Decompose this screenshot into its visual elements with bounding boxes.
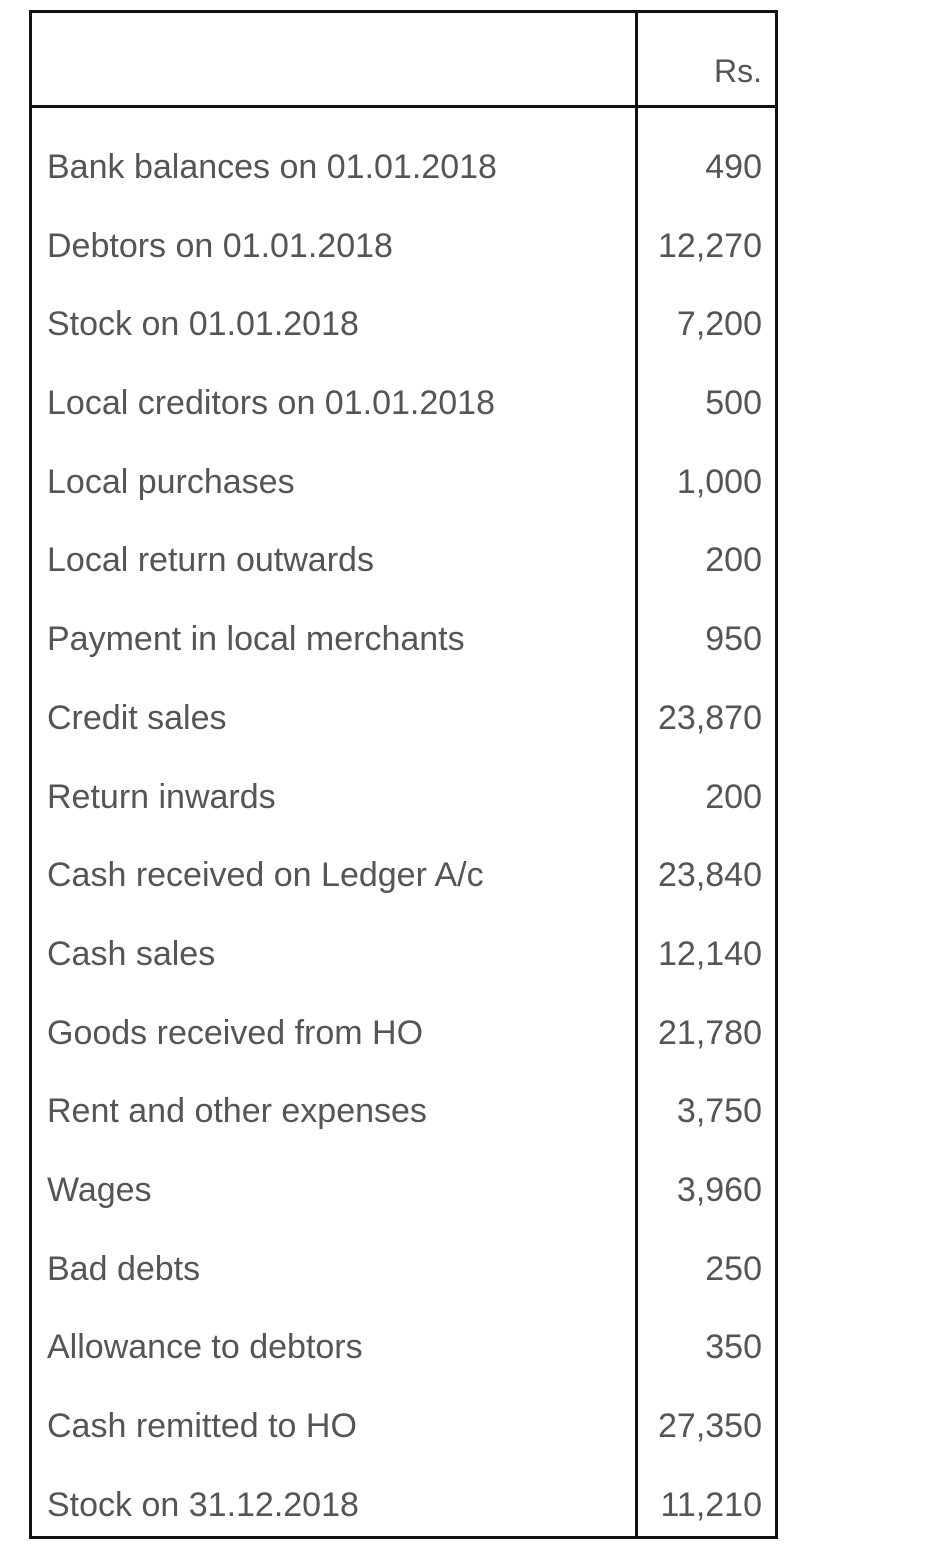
row-amount: 12,270 xyxy=(658,226,762,265)
row-label: Allowance to debtors xyxy=(47,1328,363,1367)
table-row xyxy=(32,1052,775,1131)
row-label: Local purchases xyxy=(47,462,295,501)
row-label: Cash sales xyxy=(47,934,216,973)
row-amount: 350 xyxy=(705,1328,762,1367)
row-label: Return inwards xyxy=(47,777,276,816)
table-row xyxy=(32,895,775,974)
table-row xyxy=(32,108,775,187)
row-amount: 950 xyxy=(705,620,762,659)
row-label: Debtors on 01.01.2018 xyxy=(47,226,393,265)
table-row xyxy=(32,738,775,817)
row-amount: 21,780 xyxy=(658,1013,762,1052)
row-label: Bank balances on 01.01.2018 xyxy=(47,148,497,186)
row-amount: 11,210 xyxy=(660,1485,762,1524)
row-label: Payment in local merchants xyxy=(47,620,465,659)
table-row xyxy=(32,423,775,502)
row-label: Goods received from HO xyxy=(47,1013,424,1052)
row-amount: 1,000 xyxy=(676,462,762,501)
table-row xyxy=(32,265,775,344)
table-row xyxy=(32,1446,775,1525)
row-amount: 200 xyxy=(705,777,762,816)
ledger-table xyxy=(29,10,778,1539)
row-amount: 3,750 xyxy=(676,1092,762,1131)
row-amount: 27,350 xyxy=(658,1407,762,1445)
row-amount: 23,870 xyxy=(658,698,762,737)
row-amount: 23,840 xyxy=(658,856,762,895)
row-amount: 200 xyxy=(705,541,762,580)
table-row xyxy=(32,1131,775,1210)
table-row xyxy=(32,1367,775,1446)
table-row xyxy=(32,1210,775,1289)
table-row xyxy=(32,187,775,266)
table-row xyxy=(32,501,775,580)
row-label: Credit sales xyxy=(47,698,227,737)
row-amount: 250 xyxy=(705,1249,762,1288)
row-amount: 7,200 xyxy=(676,305,762,344)
row-amount: 490 xyxy=(705,148,762,186)
table-row xyxy=(32,816,775,895)
row-amount: 500 xyxy=(705,384,762,423)
row-label: Stock on 31.12.2018 xyxy=(47,1485,359,1524)
row-amount: 12,140 xyxy=(658,934,762,973)
row-label: Stock on 01.01.2018 xyxy=(47,305,359,344)
table-row xyxy=(32,1288,775,1367)
row-label: Local return outwards xyxy=(47,541,374,580)
row-label: Local creditors on 01.01.2018 xyxy=(47,384,495,423)
row-label: Cash received on Ledger A/c xyxy=(47,856,484,895)
table-row xyxy=(32,974,775,1053)
row-label: Bad debts xyxy=(47,1249,201,1288)
row-label: Cash remitted to HO xyxy=(47,1407,357,1445)
currency-unit-header: Rs. xyxy=(714,53,762,89)
row-amount: 3,960 xyxy=(676,1170,762,1209)
ledger-rows xyxy=(32,108,775,1524)
table-row xyxy=(32,659,775,738)
row-label: Rent and other expenses xyxy=(47,1092,427,1131)
table-row xyxy=(32,580,775,659)
table-row xyxy=(32,344,775,423)
row-label: Wages xyxy=(47,1170,152,1209)
